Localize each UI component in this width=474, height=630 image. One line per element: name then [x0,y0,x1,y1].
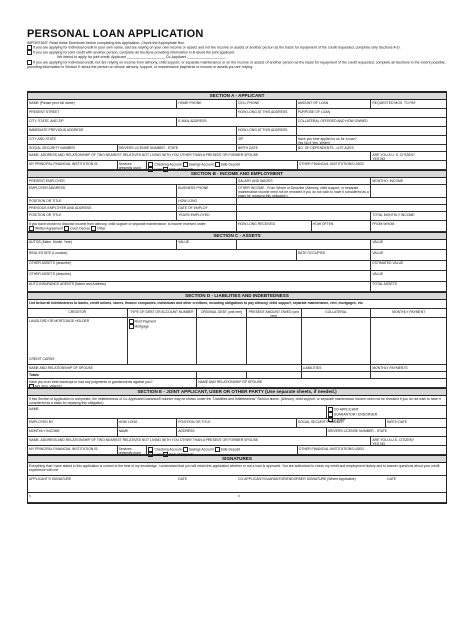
date-line-2[interactable] [386,493,446,503]
party-birth-date-field[interactable]: BIRTH DATE [387,419,408,424]
birth-date-field[interactable]: BIRTH DATE [237,145,297,151]
form-row [28,446,446,455]
party-position-field[interactable]: POSITION OR TITLE [177,419,296,427]
salary-field[interactable]: SALARY AND WAGES [237,178,371,184]
form-row [28,136,446,145]
party-ssn-field[interactable]: SOCIAL SECURITY NUMBER [297,419,387,427]
blank-cell [302,372,372,378]
other-assets-2-field[interactable]: OTHER ASSETS (describe) [28,271,371,281]
totals-label: Totals [28,372,197,378]
col-collateral: COLLATERAL [302,309,372,317]
form-row [28,161,446,170]
blank-cell [237,205,446,211]
party-relatives-field[interactable]: NAME, ADDRESS AND RELATIONSHIP OF TWO NEAREST RELATIVES NOT LIVING WITH YOU OTHER THAN A PRESENT OR FORMER SPOUSE [28,437,371,445]
intro-important: IMPORTANT: Read these Directions before completing this Application. Check the Appropriate Box. [27,41,186,45]
dependents-field[interactable]: NO. OF DEPENDENTS - LIST AGES [297,145,354,150]
form-row [28,282,446,293]
intro-option-2: If you are applying for joint credit with another person, complete all Sections providing information in B about the joint applicant. [27,50,447,55]
amount-of-loan-field[interactable]: AMOUNT OF LOAN [297,100,372,108]
principal-institution-field[interactable]: MY PRINCIPAL FINANCIAL INSTITUTION IS: [28,161,118,169]
employer-address-field[interactable]: EMPLOYER ADDRESS [28,185,177,197]
other-income-field[interactable]: OTHER INCOME - From Whom or Describe (Alimony, child support, or separate maintenance income need not be revealed if you do not wish to have it considered as a basis for repaying this obligation) [237,185,371,197]
coapplicant-signature-line[interactable]: x [237,493,386,503]
total-assets-field[interactable]: TOTAL ASSETS [372,282,397,286]
form-row [28,250,446,261]
form-row [28,261,446,272]
applicant-signature-line[interactable]: x [28,493,177,503]
requested-months-field[interactable]: REQUESTED MOS. TO PAY [372,100,416,105]
position-title-field[interactable]: POSITION OR TITLE [28,198,177,204]
blank-cell [237,198,446,204]
form-row [28,118,446,127]
liabilities-label: LIABILITIES [302,365,372,371]
total-monthly-income-field[interactable]: TOTAL MONTHLY INCOME [372,212,415,217]
collateral-field[interactable]: COLLATERAL OFFERED AND HOW OWNED [297,118,368,123]
other-assets-value-field[interactable]: VALUE [372,271,384,276]
zip-field[interactable]: ZIP [237,136,297,144]
estimated-value-field[interactable]: ESTIMATED VALUE [372,261,404,265]
blank-cell[interactable] [371,318,446,364]
from-whom-field[interactable]: FROM WHOM [372,221,395,226]
applicant-signature-label: APPLICANT'S SIGNATURE [29,476,72,481]
application-form [27,91,447,504]
present-street-field[interactable]: PRESENT STREET [28,109,237,117]
blank-cell[interactable] [302,318,372,364]
totals-row [28,372,446,379]
form-row [28,221,446,232]
us-citizen-field[interactable]: ARE YOU A U. S. CITIZEN? YES NO [372,152,415,161]
how-long-received-field[interactable]: HOW LONG RECEIVED [237,221,312,231]
home-phone-field[interactable]: HOME PHONE [177,100,237,108]
date-occupied-field[interactable]: DATE OCCUPIED [297,250,372,260]
rent-mortgage-field[interactable]: Rent Payment Mortgage [128,318,198,364]
bankruptcy-field[interactable]: Have you ever been bankrupt or had any judgments or garnishments against you? NO YES, WHEN? [28,379,197,387]
alimony-disclosure-field[interactable]: If you have chosen to disclose income from alimony, child support or separate maintenance, is income received under: Written Agreement Court Decree Other [28,221,237,231]
drivers-license-field[interactable]: DRIVERS LICENSE NUMBER - STATE [118,145,237,151]
total-monthly-field[interactable] [371,372,446,378]
party-how-long-field[interactable]: HOW LONG [118,419,178,427]
liabilities-note: List below all indebtedness to banks, credit unions, stores, finance companies, individuals and other creditors, including obligations to pay alimony, child support, separate maintenance, rent, mortgages, etc. [29,300,364,305]
col-monthly-payment: MONTHLY PAYMENT [392,309,426,314]
autos-field[interactable]: AUTOS (Make, Model, Year) [28,240,177,250]
city-and-state-field[interactable]: CITY AND STATE [28,136,237,144]
blank-cell[interactable] [247,318,302,364]
form-row [28,145,446,152]
section-e-note: If this Section of Application is completed, the indebtedness of Co-Applicant/Guarantor/Endorser may be shown under the "Liabilities and Indebtedness" Section above. (Alimony, child support, or separate maintenance income need not be revealed if you do not wish to have it considered as a basis for repaying this obligation) [29,396,441,405]
section-e-header: SECTION E - JOINT APPLICANT, USER OR OTHER PARTY (Use separate sheets, if needed.) [28,388,446,396]
landlord-field[interactable]: LANDLORD OR MORTGAGE HOLDER CREDIT CARDS [28,318,128,364]
date-line[interactable] [177,493,237,503]
real-estate-value-field[interactable]: VALUE [372,250,384,255]
party-institution-field[interactable]: MY PRINCIPAL FINANCIAL INSTITUTION IS: [28,446,118,454]
date-of-employ-field[interactable]: DATE OF EMPLOY [177,205,237,211]
date-label-2: DATE [387,476,397,481]
blank-cell [297,127,446,135]
col-original-debt: ORIGINAL DEBT (unit rem) [197,309,247,317]
purpose-of-loan-field[interactable]: PURPOSE OF LOAN [297,109,331,114]
form-row [28,152,446,161]
spouse-name-field[interactable]: NAME AND RELATIONSHIP OF SPOUSE [28,365,302,371]
total-original-field[interactable] [197,372,247,378]
spouse-relationship-field[interactable]: NAME AND RELATIONSHIP OF SPOUSE [198,379,263,384]
form-row [28,205,446,212]
section-a-header: SECTION A - APPLICANT [28,92,446,100]
party-services-label: Services presently used [118,446,148,454]
present-employer-field[interactable]: PRESENT EMPLOYER [28,178,237,184]
col-present-owed: PRESENT AMOUNT OWED (unit rem) [247,309,302,317]
how-long-address-field[interactable]: HOW LONG AT THIS ADDRESS [237,109,297,117]
form-row [28,396,446,406]
auto-value-2-field[interactable]: VALUE [372,240,384,244]
signature-lines-row [28,493,446,503]
party-monthly-income-field[interactable]: MONTHLY INCOME [28,428,118,436]
years-employed-field[interactable]: YEARS EMPLOYED [177,212,237,220]
real-estate-field[interactable]: REAL ESTATE (Location) [28,250,297,260]
intro-joint-line: We intend to apply for joint credit: Applicant ___________________ Co-Applicant ___________________ [57,55,226,60]
form-row [28,212,446,221]
intro-option-1: If you are applying for individual credit in your own name, and are relying on your own income or assets and not the income or assets of another person as the basis for repayment of the credit requested, complete only Sections A-D. [27,45,447,50]
other-assets-field[interactable]: OTHER ASSETS (describe) [28,261,371,271]
form-row [28,198,446,205]
checkbox[interactable] [27,50,32,55]
party-address-field[interactable]: ADDRESS [177,428,326,436]
how-often-field[interactable]: HOW OFTEN [312,221,372,231]
form-row [28,428,446,437]
other-institutions-field[interactable]: OTHER FINANCIAL INSTITUTIONS USED [297,161,446,169]
form-row [28,240,446,251]
party-services-checkboxes[interactable]: Checking Account Savings Account Safe Deposit Loan Cert. of Deposit [147,446,296,454]
previous-employer-field[interactable]: PREVIOUS EMPLOYER AND ADDRESS [28,205,177,211]
liabilities-header-row [28,309,446,318]
form-row [28,419,446,428]
intro-directions [27,41,447,69]
blank-cell [237,212,371,220]
prev-position-field[interactable]: POSITION OR TITLE [28,212,177,220]
signatures-header: SIGNATURES [28,455,446,463]
form-row [28,185,446,198]
signature-labels-row [28,476,446,493]
name-field[interactable]: NAME (Please print full name) [28,100,177,108]
page-title: PERSONAL LOAN APPLICATION [27,28,204,40]
services-checkboxes[interactable]: Checking Account Savings Account Safe Deposit Loan Cert. of Deposit [147,161,296,169]
col-type-of-debt: TYPE OF DEBT OR ACCOUNT NUMBER [128,309,198,317]
business-phone-field[interactable]: BUSINESS PHONE [177,185,237,197]
party-license-field[interactable]: DRIVERS LICENSE NUMBER - STATE [327,428,388,433]
section-b-header: SECTION B - INCOME AND EMPLOYMENT [28,170,446,178]
party-name-field[interactable]: NAME [28,406,327,418]
col-creditor: CREDITOR [28,309,128,317]
intro-option-3: If you are applying for individual credit, but are relying on income from alimony, child support, or separate maintenance or on the income or assets of another person as the basis for repayment of the credit requested, complete all Sections to the extent possible, providing information in Section E about the person on whose alimony, support, or maintenance payments or income or assets you are relying. [27,60,446,69]
form-row [28,127,446,136]
previous-address-field[interactable]: IMMEDIATE PREVIOUS ADDRESS [28,127,237,135]
form-row [28,100,446,109]
party-name-2-field[interactable]: NAME [118,428,178,436]
party-other-institutions-field[interactable]: OTHER FINANCIAL INSTITUTIONS USED [297,446,446,454]
date-label: DATE [178,476,188,481]
how-long-employed-field[interactable]: HOW LONG [177,198,237,204]
monthly-income-field[interactable]: MONTHLY INCOME [372,178,404,183]
form-row [28,300,446,309]
relatives-field[interactable]: NAME, ADDRESS AND RELATIONSHIP OF TWO NEAREST RELATIVES NOT LIVING WITH YOU OTHER THAN A PRESENT OR FORMER SPOUSE [28,152,371,160]
coapplicant-signature-label: CO-APPLICANT/GUARANTOR/ENDORSER SIGNATURE (Where Applicable) [238,476,356,481]
form-row [28,109,446,118]
auto-insurance-field[interactable]: AUTO INSURANCE AGENTS (Name and Address) [28,282,371,292]
how-long-prev-field[interactable]: HOW LONG AT THIS ADDRESS [237,127,297,135]
total-owed-field[interactable] [247,372,302,378]
form-row [28,178,446,185]
form-row [28,437,446,446]
form-row [28,271,446,282]
employed-by-field[interactable]: EMPLOYED BY [28,419,118,427]
blank-cell [237,240,371,250]
section-c-header: SECTION C - ASSETS [28,232,446,240]
party-role-checkboxes[interactable]: CO-APPLICANT GUARANTOR / ENDORSER OTHER [327,406,446,418]
email-field[interactable]: E-MAIL ADDRESS [177,118,296,126]
cell-phone-field[interactable]: CELL PHONE [237,100,297,108]
form-row [28,379,446,388]
form-row [28,463,446,476]
applied-before-field[interactable]: Have you ever applied to us for a loan? Yes No If Yes, When? [297,136,357,145]
party-citizen-field[interactable]: ARE YOU A U.S. CITIZEN? YES NO [372,437,414,446]
blank-cell[interactable] [197,318,247,364]
blank-cell [371,185,446,197]
form-row [28,365,446,372]
signature-statement: Everything that I have stated in this application is correct to the best of my knowledge. I understand that you will retain this application whether or not a loan is approved. You are authorized to check my credit and employment history and to answer questions about your credit experience with me. [29,463,440,472]
ssn-field[interactable]: SOCIAL SECURITY NUMBER [28,145,118,151]
liabilities-body [28,318,446,365]
city-state-zip-field[interactable]: CITY, STATE, AND ZIP [28,118,177,126]
form-row [28,406,446,419]
services-used-label: Services presently used [118,161,148,169]
auto-value-field[interactable]: VALUE [177,240,237,250]
section-d-header: SECTION D - LIABILITIES AND INDEBTEDNESS [28,292,446,300]
monthly-payments-label: MONTHLY PAYMENTS [372,365,408,370]
